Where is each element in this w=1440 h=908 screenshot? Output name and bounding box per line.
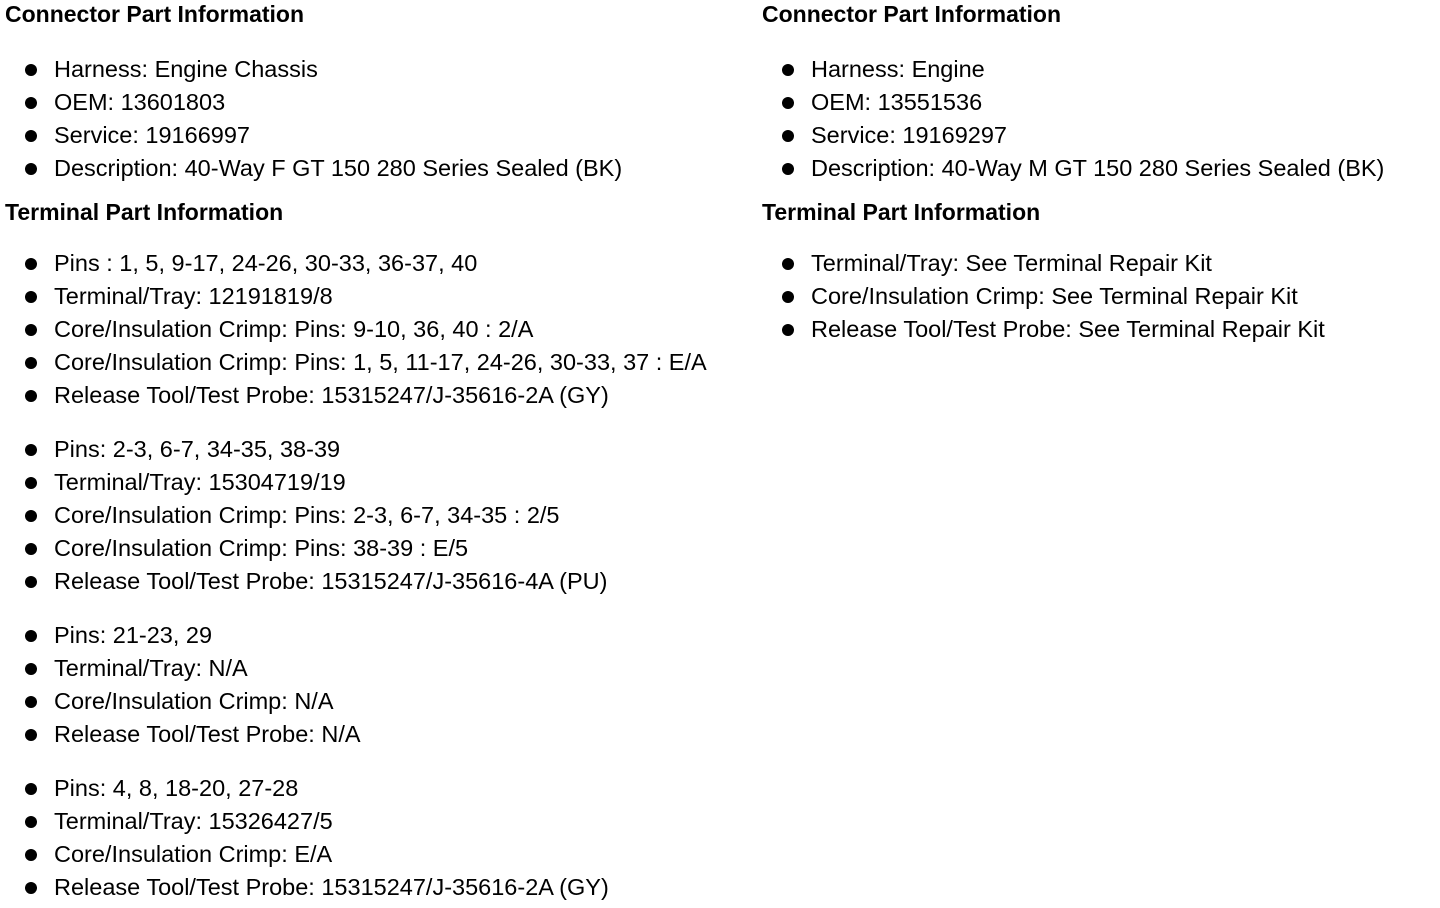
terminal-group-1 <box>5 247 755 412</box>
bullet-icon <box>25 630 37 642</box>
bullet-icon <box>25 849 37 861</box>
list-item: Release Tool/Test Probe: N/A <box>5 718 755 751</box>
list-item: Pins: 2-3, 6-7, 34-35, 38-39 <box>5 433 755 466</box>
list-item: Pins: 4, 8, 18-20, 27-28 <box>5 772 755 805</box>
left-connector-column <box>5 0 755 904</box>
list-item: Release Tool/Test Probe: See Terminal Repair Kit <box>762 313 1432 346</box>
bullet-icon <box>25 97 37 109</box>
bullet-icon <box>25 576 37 588</box>
terminal-group-2 <box>5 433 755 598</box>
bullet-icon <box>782 97 794 109</box>
bullet-icon <box>25 130 37 142</box>
list-item: Description: 40-Way F GT 150 280 Series Sealed (BK) <box>5 152 755 185</box>
list-item: Core/Insulation Crimp: E/A <box>5 838 755 871</box>
terminal-part-heading: Terminal Part Information <box>762 199 1041 225</box>
right-connector-column <box>762 0 1432 346</box>
bullet-icon <box>25 390 37 402</box>
list-item: Release Tool/Test Probe: 15315247/J-35616-4A (PU) <box>5 565 755 598</box>
bullet-icon <box>25 444 37 456</box>
bullet-icon <box>782 291 794 303</box>
list-item: Terminal/Tray: 15304719/19 <box>5 466 755 499</box>
bullet-icon <box>25 163 37 175</box>
connector-part-heading: Connector Part Information <box>762 1 1062 27</box>
bullet-icon <box>782 64 794 76</box>
bullet-icon <box>25 291 37 303</box>
list-item: Terminal/Tray: 12191819/8 <box>5 280 755 313</box>
connector-part-heading: Connector Part Information <box>5 1 305 27</box>
connector-part-list <box>762 53 1432 185</box>
bullet-icon <box>25 324 37 336</box>
bullet-icon <box>782 163 794 175</box>
connector-part-list <box>5 53 755 185</box>
bullet-icon <box>782 324 794 336</box>
bullet-icon <box>25 543 37 555</box>
bullet-icon <box>25 729 37 741</box>
bullet-icon <box>25 64 37 76</box>
list-item: Terminal/Tray: N/A <box>5 652 755 685</box>
list-item: Terminal/Tray: See Terminal Repair Kit <box>762 247 1432 280</box>
bullet-icon <box>25 816 37 828</box>
bullet-icon <box>25 510 37 522</box>
terminal-group-4 <box>5 772 755 904</box>
list-item: Pins: 21-23, 29 <box>5 619 755 652</box>
list-item: Release Tool/Test Probe: 15315247/J-35616-2A (GY) <box>5 871 755 904</box>
list-item: Core/Insulation Crimp: Pins: 2-3, 6-7, 34-35 : 2/5 <box>5 499 755 532</box>
list-item: Pins : 1, 5, 9-17, 24-26, 30-33, 36-37, 40 <box>5 247 755 280</box>
list-item: OEM: 13601803 <box>5 86 755 119</box>
bullet-icon <box>25 696 37 708</box>
list-item: Harness: Engine <box>762 53 1432 86</box>
list-item: Core/Insulation Crimp: Pins: 38-39 : E/5 <box>5 532 755 565</box>
list-item: Service: 19166997 <box>5 119 755 152</box>
list-item: Harness: Engine Chassis <box>5 53 755 86</box>
list-item: Description: 40-Way M GT 150 280 Series Sealed (BK) <box>762 152 1432 185</box>
bullet-icon <box>25 663 37 675</box>
list-item: Service: 19169297 <box>762 119 1432 152</box>
bullet-icon <box>25 477 37 489</box>
terminal-group-1 <box>762 247 1432 346</box>
list-item: OEM: 13551536 <box>762 86 1432 119</box>
list-item: Core/Insulation Crimp: Pins: 9-10, 36, 40 : 2/A <box>5 313 755 346</box>
list-item: Release Tool/Test Probe: 15315247/J-35616-2A (GY) <box>5 379 755 412</box>
bullet-icon <box>25 783 37 795</box>
terminal-part-heading: Terminal Part Information <box>5 199 284 225</box>
list-item: Core/Insulation Crimp: N/A <box>5 685 755 718</box>
list-item: Core/Insulation Crimp: See Terminal Repair Kit <box>762 280 1432 313</box>
bullet-icon <box>25 882 37 894</box>
list-item: Terminal/Tray: 15326427/5 <box>5 805 755 838</box>
bullet-icon <box>25 258 37 270</box>
list-item: Core/Insulation Crimp: Pins: 1, 5, 11-17, 24-26, 30-33, 37 : E/A <box>5 346 755 379</box>
bullet-icon <box>782 130 794 142</box>
bullet-icon <box>782 258 794 270</box>
bullet-icon <box>25 357 37 369</box>
terminal-group-3 <box>5 619 755 751</box>
